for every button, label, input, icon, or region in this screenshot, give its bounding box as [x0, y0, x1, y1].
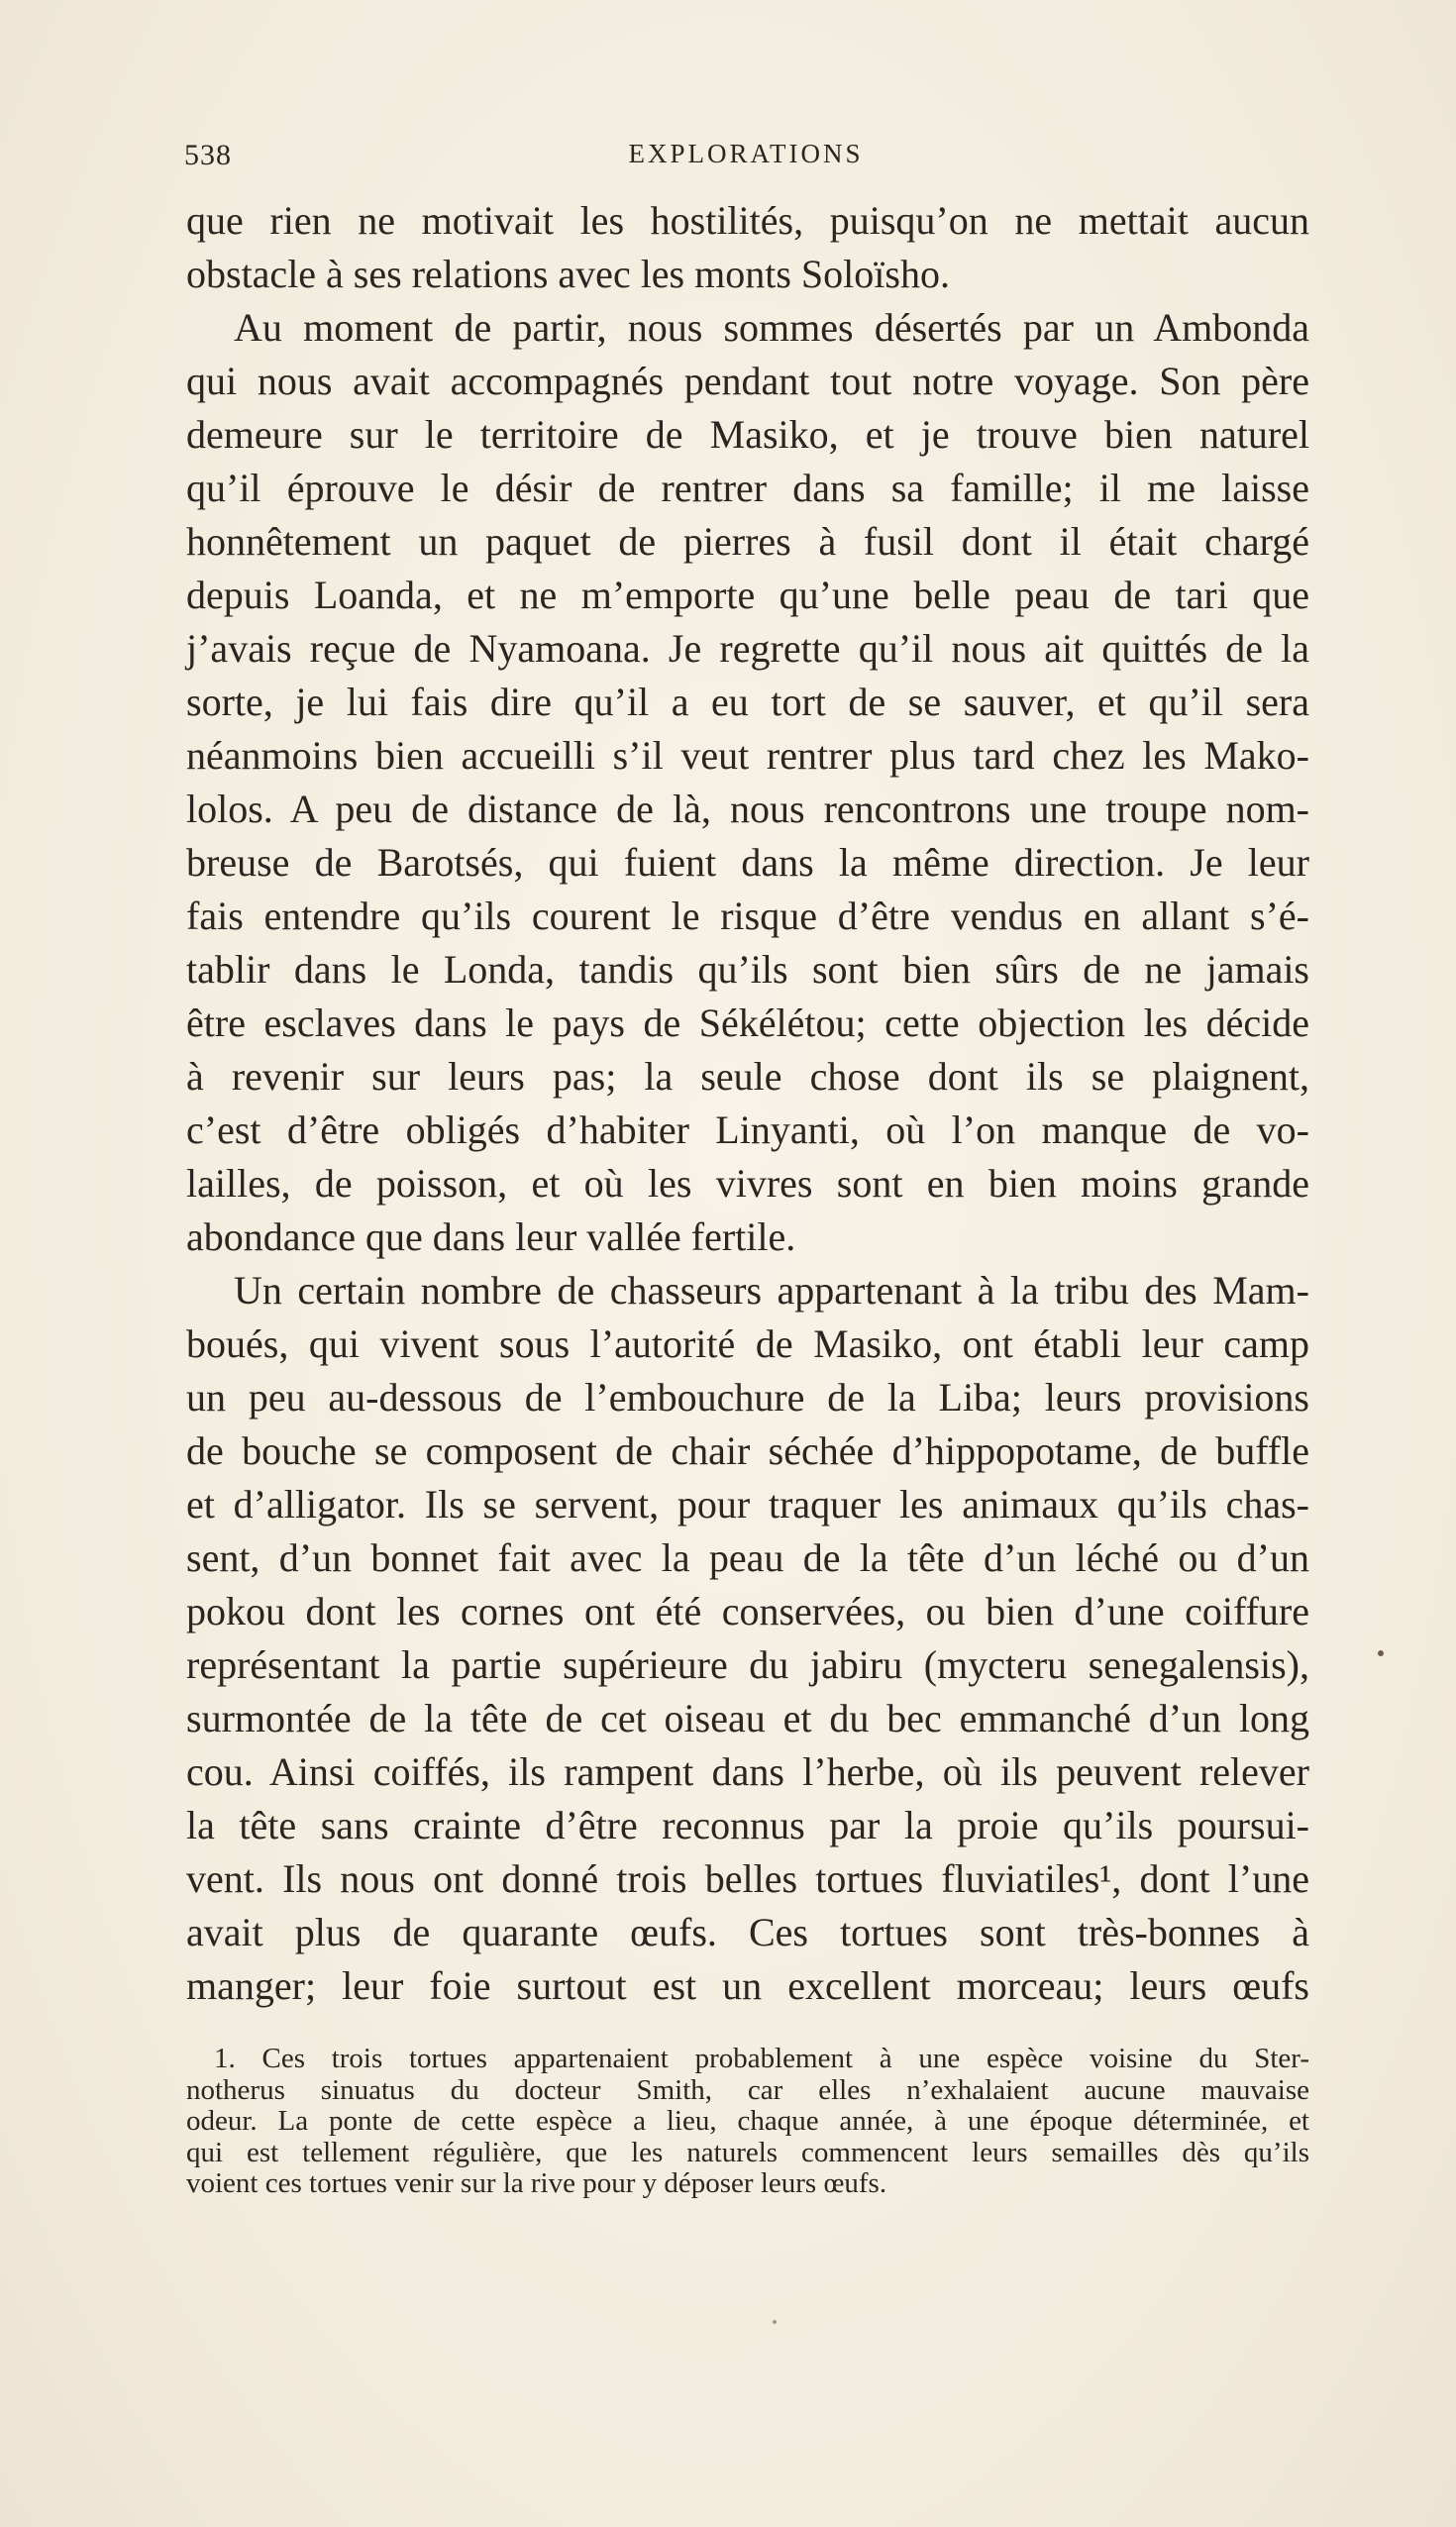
text-line: être esclaves dans le pays de Sékélétou; cette objection les décide — [186, 1000, 1309, 1045]
text-line: tablir dans le Londa, tandis qu’ils sont bien sûrs de ne jamais — [186, 947, 1309, 992]
footnote-line: qui est tellement régulière, que les naturels commencent leurs semailles dès qu’ils — [186, 2136, 1309, 2168]
text-line: lailles, de poisson, et où les vivres sont en bien moins grande — [186, 1161, 1309, 1206]
text-line: c’est d’être obligés d’habiter Linyanti, où l’on manque de vo- — [186, 1107, 1309, 1152]
footnote-line: 1. Ces trois tortues appartenaient probablement à une espèce voisine du Ster- — [214, 2043, 1309, 2074]
text-line: depuis Loanda, et ne m’emporte qu’une belle peau de tari que — [186, 573, 1309, 617]
text-line: j’avais reçue de Nyamoana. Je regrette qu’il nous ait quittés de la — [186, 626, 1309, 671]
text-line: obstacle à ses relations avec les monts Soloïsho. — [186, 252, 950, 296]
page-header — [184, 139, 1307, 178]
footnote-line: voient ces tortues venir sur la rive pour y déposer leurs œufs. — [186, 2167, 887, 2199]
footnote-line: odeur. La ponte de cette espèce a lieu, chaque année, à une époque déterminée, et — [186, 2105, 1309, 2137]
text-line: que rien ne motivait les hostilités, puisqu’on ne mettait aucun — [186, 198, 1309, 243]
text-line: qu’il éprouve le désir de rentrer dans sa famille; il me laisse — [186, 466, 1309, 510]
text-line: et d’alligator. Ils se servent, pour traquer les animaux qu’ils chas- — [186, 1482, 1309, 1527]
text-line: représentant la partie supérieure du jabiru (mycteru senegalensis), — [186, 1642, 1309, 1687]
text-line: abondance que dans leur vallée fertile. — [186, 1214, 796, 1259]
text-line: avait plus de quarante œufs. Ces tortues sont très-bonnes à — [186, 1910, 1309, 1954]
text-line: la tête sans crainte d’être reconnus par la proie qu’ils poursui- — [186, 1803, 1309, 1847]
text-line: Au moment de partir, nous sommes désertés par un Ambonda — [234, 305, 1309, 350]
paper-speck — [1378, 1650, 1384, 1656]
text-line: qui nous avait accompagnés pendant tout notre voyage. Son père — [186, 359, 1309, 403]
text-line: un peu au-dessous de l’embouchure de la Liba; leurs provisions — [186, 1375, 1309, 1420]
text-line: surmontée de la tête de cet oiseau et du bec emmanché d’un long — [186, 1696, 1309, 1740]
text-line: manger; leur foie surtout est un excellent morceau; leurs œufs — [186, 1963, 1309, 2008]
text-line: fais entendre qu’ils courent le risque d’être vendus en allant s’é- — [186, 894, 1309, 938]
text-line: à revenir sur leurs pas; la seule chose dont ils se plaignent, — [186, 1054, 1309, 1099]
text-line: vent. Ils nous ont donné trois belles tortues fluviatiles¹, dont l’une — [186, 1856, 1309, 1901]
text-line: sent, d’un bonnet fait avec la peau de la tête d’un léché ou d’un — [186, 1535, 1309, 1580]
text-line: néanmoins bien accueilli s’il veut rentrer plus tard chez les Mako- — [186, 733, 1309, 778]
footnote-line: notherus sinuatus du docteur Smith, car elles n’exhalaient aucune mauvaise — [186, 2073, 1309, 2106]
text-line: sorte, je lui fais dire qu’il a eu tort de se sauver, et qu’il sera — [186, 680, 1309, 724]
paper-speck — [773, 2320, 777, 2324]
running-title: EXPLORATIONS — [628, 139, 864, 168]
text-line: demeure sur le territoire de Masiko, et je trouve bien naturel — [186, 412, 1309, 457]
text-line: lolos. A peu de distance de là, nous rencontrons une troupe nom- — [186, 787, 1309, 831]
text-line: Un certain nombre de chasseurs appartenant à la tribu des Mam- — [234, 1268, 1309, 1313]
text-line: honnêtement un paquet de pierres à fusil dont il était chargé — [186, 519, 1309, 564]
page-number: 538 — [184, 139, 232, 171]
footnotes — [186, 2044, 1309, 2200]
body-text — [186, 194, 1309, 2013]
text-line: cou. Ainsi coiffés, ils rampent dans l’herbe, où ils peuvent relever — [186, 1749, 1309, 1794]
text-line: breuse de Barotsés, qui fuient dans la même direction. Je leur — [186, 840, 1309, 885]
text-line: de bouche se composent de chair séchée d’hippopotame, de buffle — [186, 1428, 1309, 1473]
text-line: pokou dont les cornes ont été conservées, ou bien d’une coiffure — [186, 1589, 1309, 1633]
text-line: boués, qui vivent sous l’autorité de Masiko, ont établi leur camp — [186, 1321, 1309, 1366]
